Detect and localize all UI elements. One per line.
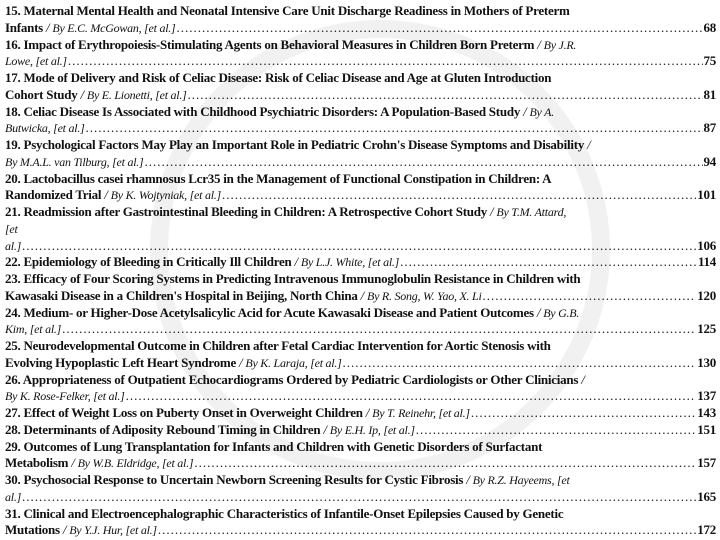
separator: / [323,421,327,437]
toc-line [5,288,716,305]
entry-author: By Y.J. Hur, [et al.] [69,523,157,538]
toc-entry[interactable] [5,104,716,138]
entry-title: 28. Determinants of Adiposity Rebound Timing in Children [5,421,321,437]
dot-leader [471,405,696,422]
entry-author: Kim, [et al.] [5,322,62,337]
toc-entry[interactable] [5,305,716,339]
toc-line [5,154,716,171]
dot-leader [222,187,696,204]
page-number[interactable]: 125 [697,321,716,337]
entry-title: 26. Appropriateness of Outpatient Echocardiograms Ordered by Pediatric Cardiologists or Other Clinicians [5,371,579,387]
page-number[interactable]: 106 [697,237,716,253]
entry-title: 18. Celiac Disease Is Associated with Childhood Psychiatric Disorders: A Population-Based Study [5,103,521,119]
page-number[interactable]: 87 [703,120,716,136]
toc-entry[interactable] [5,204,716,254]
page-number[interactable]: 120 [697,287,716,303]
toc-line [5,388,716,405]
entry-author: By K. Laraja, [et al.] [245,355,342,370]
page-number[interactable]: 75 [703,53,716,69]
entry-author: By G.B. [543,305,580,320]
dot-leader [158,522,696,539]
toc-line [5,70,716,87]
entry-title: Metabolism [5,455,69,471]
dot-leader [22,238,696,255]
toc-entry[interactable] [5,3,716,37]
toc-line [5,204,716,221]
entry-title: 31. Clinical and Electroencephalographic Characteristics of Infantile-Onset Epilepsies Caused by Genetic [5,505,564,521]
entry-title: 21. Readmission after Gastrointestinal Bleeding in Children: A Retrospective Cohort Study [5,204,487,219]
entry-author: By R.Z. Hayeems, [et [472,473,570,487]
dot-leader [194,455,696,472]
toc-line [5,355,716,372]
toc-line [5,439,716,456]
dot-leader [62,321,696,338]
toc-entry[interactable] [5,422,716,439]
toc-entry[interactable] [5,137,716,171]
entry-author: By E. Lionetti, [et al.] [86,87,187,102]
entry-title: 24. Medium- or Higher-Dose Acetylsalicylic Acid for Acute Kawasaki Disease and Patient Outcomes [5,304,534,320]
toc-entry[interactable] [5,405,716,422]
toc-line [5,221,716,238]
toc-line [5,120,716,137]
dot-leader [144,154,702,171]
entry-author: Lowe, [et al.] [5,54,67,69]
separator: / [490,204,494,219]
toc-line [5,37,716,54]
dot-leader [22,489,696,506]
separator: / [365,405,370,420]
dot-leader [86,120,703,137]
entry-title: 23. Efficacy of Four Scoring Systems in Predicting Intravenous Immunoglobulin Resistance in Children with [5,271,581,286]
toc-entry[interactable] [5,338,716,372]
entry-author: By A. [529,104,554,119]
toc-entry[interactable] [5,70,716,104]
toc-line [5,472,716,489]
toc-entry[interactable] [5,37,716,71]
toc-line [5,3,716,20]
entry-title: Evolving Hypoplastic Left Heart Syndrome [5,354,236,370]
toc-line [5,522,716,539]
dot-leader [400,254,697,271]
toc-line [5,20,716,37]
entry-title: 20. Lactobacillus casei rhamnosus Lcr35 in the Management of Functional Constipation in Children: A [5,170,552,186]
entry-title: 27. Effect of Weight Loss on Puberty Onset in Overweight Children [5,405,363,420]
separator: / [587,137,591,152]
separator: / [360,287,364,303]
separator: / [466,472,470,487]
entry-author: By E.C. McGowan, [et al.] [52,20,176,35]
page-number[interactable]: 157 [697,455,716,471]
entry-title: Kawasaki Disease in a Children's Hospital in Beijing, North China [5,287,358,303]
dot-leader [176,20,702,37]
entry-title: 15. Maternal Mental Health and Neonatal Intensive Care Unit Discharge Readiness in Mothers of Preterm [5,3,570,18]
toc-line [5,455,716,472]
separator: / [71,455,75,471]
toc-entry[interactable] [5,254,716,271]
toc-line [5,506,716,523]
toc-line [5,187,716,204]
entry-title: 17. Mode of Delivery and Risk of Celiac Disease: Risk of Celiac Disease and Age at Gluten Introduction [5,70,552,85]
entry-author: al.] [5,489,22,504]
page-number[interactable]: 172 [697,522,716,538]
entry-title: 25. Neurodevelopmental Outcome in Children after Fetal Cardiac Intervention for Aortic Stenosis with [5,338,551,353]
entry-author: Butwicka, [et al.] [5,121,85,136]
entry-title: 30. Psychosocial Response to Uncertain Newborn Screening Results for Cystic Fibrosis [5,472,464,487]
toc-entry[interactable] [5,271,716,305]
page-number[interactable]: 165 [697,488,716,504]
toc-line [5,271,716,288]
page-number[interactable]: 143 [697,405,716,420]
separator: / [581,371,585,387]
page-number[interactable]: 130 [697,354,716,370]
dot-leader [68,53,703,70]
entry-author: al.] [5,238,22,253]
entry-author: By T. Reinehr, [et al.] [372,406,470,420]
toc-line [5,422,716,439]
toc-line [5,338,716,355]
entry-title: Cohort Study [5,86,78,102]
page-number[interactable]: 151 [697,421,716,437]
toc-line [5,87,716,104]
separator: / [46,19,50,35]
toc-line [5,104,716,121]
separator: / [537,36,541,52]
page-number[interactable]: 81 [703,86,716,102]
toc-line [5,238,716,255]
toc-line [5,489,716,506]
entry-author: By K. Rose-Felker, [et al.] [5,389,125,404]
toc-line [5,254,716,271]
separator: / [62,522,67,538]
toc-line [5,171,716,188]
dot-leader [126,388,697,405]
dot-leader [188,87,703,104]
separator: / [104,187,108,203]
entry-author: By J.R. [543,37,577,52]
entry-author: By E.H. Ip, [et al.] [329,422,415,437]
entry-author: By W.B. Eldridge, [et al.] [77,456,194,471]
toc-entry[interactable] [5,472,716,506]
entry-author: By R. Song, W. Yao, X. Li [367,288,482,303]
dot-leader [483,288,697,305]
entry-title: Infants [5,19,43,35]
entry-title: 22. Epidemiology of Bleeding in Critically Ill Children [5,254,292,270]
separator: / [523,103,527,119]
toc-entry[interactable] [5,439,716,473]
entry-title: 19. Psychological Factors May Play an Important Role in Pediatric Crohn's Disease Symptoms and Disability [5,137,585,152]
toc-entry[interactable] [5,372,716,406]
toc-line [5,137,716,154]
entry-author: By M.A.L. van Tilburg, [et al.] [5,154,144,169]
entry-title: 29. Outcomes of Lung Transplantation for Infants and Children with Genetic Disorders of Surfactant [5,438,543,454]
entry-title: Randomized Trial [5,187,102,203]
entry-author: By T.M. Attard, [496,205,567,219]
toc-line [5,305,716,322]
entry-author: By L.J. White, [et al.] [300,255,400,270]
entry-author: [et [5,221,18,236]
separator: / [80,86,84,102]
toc-line [5,405,716,422]
dot-leader [343,355,697,372]
entry-title: Mutations [5,522,60,538]
dot-leader [416,422,696,439]
entry-author: By K. Wojtyniak, [et al.] [110,188,221,203]
toc-entry[interactable] [5,171,716,205]
page-number[interactable]: 114 [697,254,716,270]
page-number[interactable]: 94 [703,153,716,169]
separator: / [238,354,243,370]
toc-line [5,321,716,338]
separator: / [294,254,298,270]
entry-title: 16. Impact of Erythropoiesis-Stimulating Agents on Behavioral Measures in Children Born Preterm [5,36,535,52]
page-number[interactable]: 101 [697,187,716,203]
separator: / [536,304,541,320]
page-number[interactable]: 137 [697,388,716,404]
toc-line [5,372,716,389]
toc-line [5,53,716,70]
page-number[interactable]: 68 [703,19,716,35]
toc-entry[interactable] [5,506,716,540]
